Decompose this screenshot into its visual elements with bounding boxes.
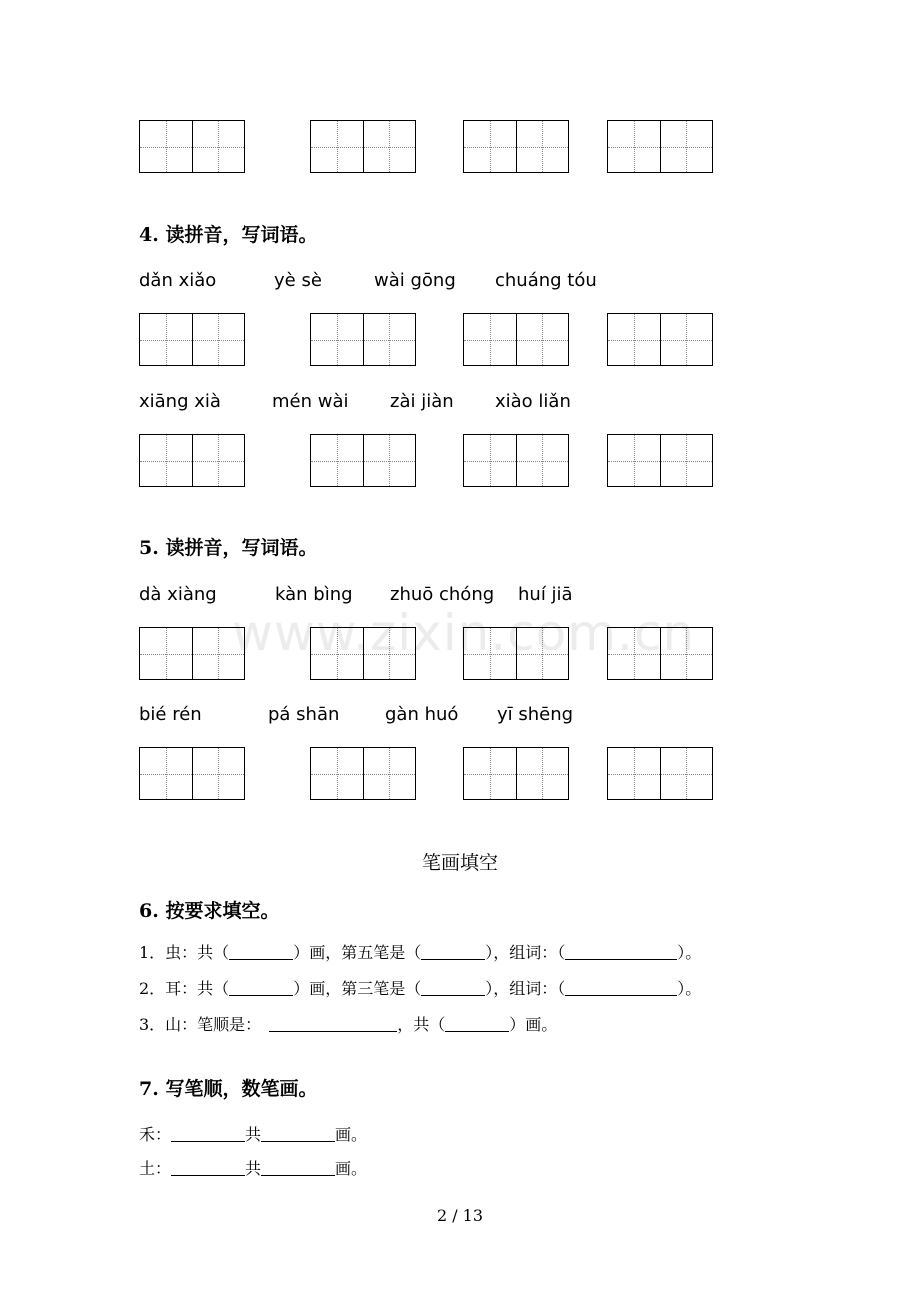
- char-box[interactable]: [607, 747, 713, 800]
- item-text: ），组词：（: [485, 979, 566, 998]
- char-grid-row: [0, 627, 920, 683]
- pinyin-word: mén wài: [272, 391, 349, 412]
- stroke-item-1: [139, 1122, 367, 1145]
- pinyin-word: gàn huó: [385, 704, 459, 725]
- char-box[interactable]: [463, 313, 569, 366]
- item-text: 1．虫：共（: [139, 943, 230, 962]
- char-box[interactable]: [310, 627, 416, 680]
- pinyin-word: zhuō chóng: [390, 584, 495, 605]
- blank-input[interactable]: [565, 943, 677, 960]
- section-heading: 笔画填空: [421, 852, 498, 874]
- char-box[interactable]: [463, 747, 569, 800]
- blank-input[interactable]: [229, 943, 293, 960]
- pinyin-word: xiāng xià: [139, 391, 221, 412]
- blank-input[interactable]: [171, 1159, 245, 1176]
- pinyin-word: huí jiā: [518, 584, 573, 605]
- char-grid-row: [0, 747, 920, 803]
- pinyin-word: chuáng tóu: [495, 270, 597, 291]
- char-box[interactable]: [139, 627, 245, 680]
- item-text: 画。: [335, 1159, 368, 1178]
- blank-input[interactable]: [229, 979, 293, 996]
- item-text: 共: [245, 1159, 262, 1178]
- pinyin-word: zài jiàn: [390, 391, 454, 412]
- blank-input[interactable]: [269, 1015, 397, 1032]
- item-text: ，共（: [397, 1015, 446, 1034]
- char-box[interactable]: [607, 627, 713, 680]
- item-text: ）画，第五笔是（: [293, 943, 422, 962]
- question-4-title: 4. 读拼音，写词语。: [139, 224, 318, 246]
- fill-item-3: [139, 1012, 557, 1035]
- pinyin-word: bié rén: [139, 704, 202, 725]
- item-text: ）。: [677, 943, 702, 962]
- char-box[interactable]: [139, 434, 245, 487]
- char-box[interactable]: [310, 434, 416, 487]
- char-box[interactable]: [463, 627, 569, 680]
- blank-input[interactable]: [421, 979, 485, 996]
- question-7-title: 7. 写笔顺，数笔画。: [139, 1078, 318, 1100]
- blank-input[interactable]: [171, 1125, 245, 1142]
- item-text: ）画。: [509, 1015, 558, 1034]
- stroke-item-2: [139, 1156, 367, 1179]
- blank-input[interactable]: [261, 1159, 335, 1176]
- char-grid-row: [0, 434, 920, 490]
- char-box[interactable]: [607, 434, 713, 487]
- blank-input[interactable]: [565, 979, 677, 996]
- char-box[interactable]: [463, 120, 569, 173]
- pinyin-word: dà xiàng: [139, 584, 217, 605]
- item-text: 3．山：笔顺是：: [139, 1015, 262, 1034]
- char-box[interactable]: [139, 120, 245, 173]
- blank-input[interactable]: [421, 943, 485, 960]
- pinyin-word: wài gōng: [374, 270, 456, 291]
- fill-item-2: [139, 976, 701, 999]
- fill-item-1: [139, 940, 701, 963]
- item-text: ）。: [677, 979, 702, 998]
- pinyin-word: yī shēng: [497, 704, 574, 725]
- pinyin-word: xiào liǎn: [495, 391, 571, 412]
- pinyin-word: yè sè: [274, 270, 322, 291]
- char-box[interactable]: [463, 434, 569, 487]
- char-box[interactable]: [310, 120, 416, 173]
- char-box[interactable]: [310, 313, 416, 366]
- page-number: 2 / 13: [436, 1206, 484, 1225]
- char-box[interactable]: [139, 313, 245, 366]
- pinyin-word: pá shān: [268, 704, 340, 725]
- char-box[interactable]: [607, 313, 713, 366]
- item-text: 禾：: [139, 1125, 172, 1144]
- question-6-title: 6. 按要求填空。: [139, 900, 280, 922]
- pinyin-word: kàn bìng: [275, 584, 353, 605]
- char-grid-row: [0, 120, 920, 176]
- item-text: ），组词：（: [485, 943, 566, 962]
- char-grid-row: [0, 313, 920, 369]
- item-text: 2．耳：共（: [139, 979, 230, 998]
- watermark: www.zixin.com.cn: [232, 604, 696, 662]
- blank-input[interactable]: [261, 1125, 335, 1142]
- item-text: 土：: [139, 1159, 172, 1178]
- question-5-title: 5. 读拼音，写词语。: [139, 537, 318, 559]
- char-box[interactable]: [310, 747, 416, 800]
- char-box[interactable]: [607, 120, 713, 173]
- blank-input[interactable]: [445, 1015, 509, 1032]
- item-text: 共: [245, 1125, 262, 1144]
- item-text: 画。: [335, 1125, 368, 1144]
- pinyin-word: dǎn xiǎo: [139, 270, 217, 291]
- char-box[interactable]: [139, 747, 245, 800]
- item-text: ）画，第三笔是（: [293, 979, 422, 998]
